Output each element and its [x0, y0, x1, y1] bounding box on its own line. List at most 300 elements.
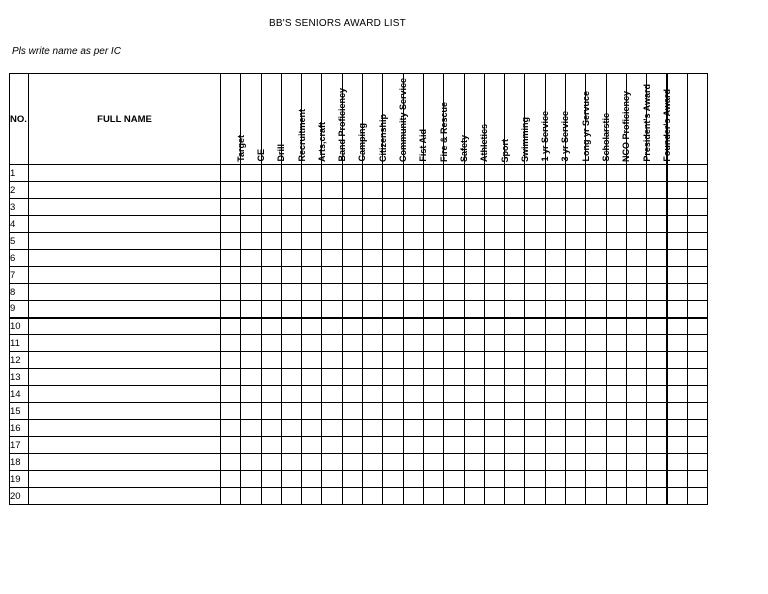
award-cell[interactable]: [464, 318, 484, 335]
award-cell[interactable]: [566, 352, 586, 369]
award-cell[interactable]: [342, 199, 362, 216]
award-cell[interactable]: [505, 369, 525, 386]
award-cell[interactable]: [383, 352, 403, 369]
award-cell[interactable]: [606, 182, 626, 199]
award-cell[interactable]: [484, 199, 504, 216]
full-name-cell[interactable]: [29, 403, 221, 420]
award-cell[interactable]: [606, 216, 626, 233]
award-cell[interactable]: [383, 250, 403, 267]
award-cell[interactable]: [566, 318, 586, 335]
award-cell[interactable]: [484, 233, 504, 250]
award-cell[interactable]: [423, 454, 443, 471]
award-cell[interactable]: [626, 403, 646, 420]
award-cell[interactable]: [586, 301, 606, 318]
award-cell[interactable]: [444, 369, 464, 386]
award-cell[interactable]: [606, 488, 626, 505]
award-cell[interactable]: [281, 182, 301, 199]
award-cell[interactable]: [505, 335, 525, 352]
award-cell[interactable]: [281, 403, 301, 420]
award-cell[interactable]: [505, 301, 525, 318]
award-cell[interactable]: [545, 369, 565, 386]
award-cell[interactable]: [566, 335, 586, 352]
award-cell[interactable]: [484, 386, 504, 403]
award-cell[interactable]: [363, 352, 383, 369]
full-name-cell[interactable]: [29, 437, 221, 454]
award-cell[interactable]: [484, 301, 504, 318]
award-cell[interactable]: [322, 250, 342, 267]
award-cell[interactable]: [363, 284, 383, 301]
award-cell[interactable]: [281, 352, 301, 369]
award-cell[interactable]: [647, 199, 667, 216]
award-cell[interactable]: [545, 216, 565, 233]
award-cell[interactable]: [667, 165, 687, 182]
award-cell[interactable]: [464, 233, 484, 250]
award-cell[interactable]: [667, 454, 687, 471]
award-cell[interactable]: [525, 420, 545, 437]
award-cell[interactable]: [566, 267, 586, 284]
award-cell[interactable]: [484, 454, 504, 471]
award-cell[interactable]: [566, 216, 586, 233]
award-cell[interactable]: [342, 420, 362, 437]
award-cell[interactable]: [403, 318, 423, 335]
award-cell[interactable]: [342, 250, 362, 267]
award-cell[interactable]: [505, 284, 525, 301]
award-cell[interactable]: [221, 386, 241, 403]
award-cell[interactable]: [363, 420, 383, 437]
award-cell[interactable]: [545, 165, 565, 182]
award-cell[interactable]: [342, 216, 362, 233]
award-cell[interactable]: [261, 335, 281, 352]
award-cell[interactable]: [667, 369, 687, 386]
award-cell[interactable]: [221, 267, 241, 284]
award-cell[interactable]: [444, 284, 464, 301]
award-cell[interactable]: [464, 182, 484, 199]
award-cell[interactable]: [647, 335, 667, 352]
award-cell[interactable]: [444, 386, 464, 403]
award-cell[interactable]: [281, 420, 301, 437]
award-cell[interactable]: [342, 318, 362, 335]
award-cell[interactable]: [525, 318, 545, 335]
award-cell[interactable]: [525, 284, 545, 301]
award-cell[interactable]: [221, 403, 241, 420]
award-cell[interactable]: [302, 250, 322, 267]
award-cell[interactable]: [444, 352, 464, 369]
award-cell[interactable]: [444, 420, 464, 437]
award-cell[interactable]: [423, 301, 443, 318]
award-cell[interactable]: [423, 403, 443, 420]
award-cell[interactable]: [322, 165, 342, 182]
award-cell[interactable]: [545, 420, 565, 437]
award-cell[interactable]: [302, 165, 322, 182]
award-cell[interactable]: [545, 182, 565, 199]
award-cell[interactable]: [261, 437, 281, 454]
award-cell[interactable]: [667, 250, 687, 267]
award-cell[interactable]: [444, 488, 464, 505]
award-cell[interactable]: [647, 420, 667, 437]
award-cell[interactable]: [626, 420, 646, 437]
award-cell[interactable]: [525, 386, 545, 403]
award-cell[interactable]: [626, 182, 646, 199]
award-cell[interactable]: [221, 199, 241, 216]
award-cell[interactable]: [281, 165, 301, 182]
award-cell[interactable]: [606, 335, 626, 352]
award-cell[interactable]: [606, 250, 626, 267]
award-cell[interactable]: [383, 369, 403, 386]
award-cell[interactable]: [687, 284, 707, 301]
award-cell[interactable]: [423, 471, 443, 488]
award-cell[interactable]: [383, 182, 403, 199]
award-cell[interactable]: [505, 437, 525, 454]
award-cell[interactable]: [687, 471, 707, 488]
award-cell[interactable]: [241, 488, 261, 505]
award-cell[interactable]: [221, 182, 241, 199]
award-cell[interactable]: [606, 199, 626, 216]
award-cell[interactable]: [342, 454, 362, 471]
award-cell[interactable]: [586, 267, 606, 284]
award-cell[interactable]: [484, 250, 504, 267]
award-cell[interactable]: [647, 386, 667, 403]
award-cell[interactable]: [241, 335, 261, 352]
award-cell[interactable]: [647, 250, 667, 267]
award-cell[interactable]: [322, 233, 342, 250]
award-cell[interactable]: [221, 233, 241, 250]
award-cell[interactable]: [221, 471, 241, 488]
award-cell[interactable]: [484, 403, 504, 420]
award-cell[interactable]: [566, 182, 586, 199]
award-cell[interactable]: [322, 216, 342, 233]
award-cell[interactable]: [261, 403, 281, 420]
award-cell[interactable]: [363, 301, 383, 318]
award-cell[interactable]: [322, 301, 342, 318]
award-cell[interactable]: [505, 386, 525, 403]
award-cell[interactable]: [302, 488, 322, 505]
award-cell[interactable]: [363, 318, 383, 335]
award-cell[interactable]: [322, 318, 342, 335]
award-cell[interactable]: [281, 199, 301, 216]
award-cell[interactable]: [241, 284, 261, 301]
award-cell[interactable]: [322, 199, 342, 216]
award-cell[interactable]: [342, 233, 362, 250]
award-cell[interactable]: [525, 335, 545, 352]
award-cell[interactable]: [586, 284, 606, 301]
award-cell[interactable]: [281, 318, 301, 335]
award-cell[interactable]: [302, 182, 322, 199]
award-cell[interactable]: [363, 369, 383, 386]
award-cell[interactable]: [221, 420, 241, 437]
award-cell[interactable]: [363, 335, 383, 352]
award-cell[interactable]: [281, 386, 301, 403]
award-cell[interactable]: [221, 250, 241, 267]
award-cell[interactable]: [606, 267, 626, 284]
award-cell[interactable]: [423, 437, 443, 454]
award-cell[interactable]: [302, 267, 322, 284]
award-cell[interactable]: [444, 318, 464, 335]
award-cell[interactable]: [383, 335, 403, 352]
award-cell[interactable]: [586, 454, 606, 471]
award-cell[interactable]: [464, 369, 484, 386]
award-cell[interactable]: [566, 471, 586, 488]
award-cell[interactable]: [667, 301, 687, 318]
award-cell[interactable]: [586, 352, 606, 369]
award-cell[interactable]: [505, 233, 525, 250]
award-cell[interactable]: [423, 386, 443, 403]
award-cell[interactable]: [505, 165, 525, 182]
award-cell[interactable]: [241, 437, 261, 454]
award-cell[interactable]: [626, 318, 646, 335]
award-cell[interactable]: [221, 454, 241, 471]
award-cell[interactable]: [545, 233, 565, 250]
award-cell[interactable]: [281, 369, 301, 386]
award-cell[interactable]: [586, 318, 606, 335]
award-cell[interactable]: [505, 267, 525, 284]
award-cell[interactable]: [281, 284, 301, 301]
full-name-cell[interactable]: [29, 335, 221, 352]
award-cell[interactable]: [241, 233, 261, 250]
award-cell[interactable]: [586, 488, 606, 505]
award-cell[interactable]: [626, 454, 646, 471]
award-cell[interactable]: [423, 250, 443, 267]
award-cell[interactable]: [363, 233, 383, 250]
award-cell[interactable]: [687, 250, 707, 267]
award-cell[interactable]: [322, 403, 342, 420]
award-cell[interactable]: [687, 335, 707, 352]
award-cell[interactable]: [647, 165, 667, 182]
award-cell[interactable]: [505, 352, 525, 369]
award-cell[interactable]: [606, 386, 626, 403]
award-cell[interactable]: [444, 437, 464, 454]
full-name-cell[interactable]: [29, 352, 221, 369]
award-cell[interactable]: [626, 216, 646, 233]
award-cell[interactable]: [667, 216, 687, 233]
award-cell[interactable]: [363, 216, 383, 233]
award-cell[interactable]: [383, 454, 403, 471]
award-cell[interactable]: [261, 182, 281, 199]
award-cell[interactable]: [444, 233, 464, 250]
award-cell[interactable]: [687, 386, 707, 403]
award-cell[interactable]: [484, 488, 504, 505]
award-cell[interactable]: [667, 267, 687, 284]
award-cell[interactable]: [444, 301, 464, 318]
award-cell[interactable]: [667, 284, 687, 301]
award-cell[interactable]: [342, 386, 362, 403]
award-cell[interactable]: [281, 488, 301, 505]
award-cell[interactable]: [261, 301, 281, 318]
award-cell[interactable]: [221, 335, 241, 352]
award-cell[interactable]: [322, 488, 342, 505]
award-cell[interactable]: [423, 420, 443, 437]
award-cell[interactable]: [687, 318, 707, 335]
award-cell[interactable]: [626, 335, 646, 352]
award-cell[interactable]: [525, 437, 545, 454]
award-cell[interactable]: [403, 386, 423, 403]
award-cell[interactable]: [626, 352, 646, 369]
award-cell[interactable]: [505, 318, 525, 335]
full-name-cell[interactable]: [29, 267, 221, 284]
full-name-cell[interactable]: [29, 250, 221, 267]
award-cell[interactable]: [342, 335, 362, 352]
award-cell[interactable]: [586, 250, 606, 267]
award-cell[interactable]: [383, 284, 403, 301]
award-cell[interactable]: [647, 301, 667, 318]
award-cell[interactable]: [525, 233, 545, 250]
full-name-cell[interactable]: [29, 488, 221, 505]
award-cell[interactable]: [423, 182, 443, 199]
award-cell[interactable]: [281, 454, 301, 471]
award-cell[interactable]: [525, 454, 545, 471]
award-cell[interactable]: [505, 182, 525, 199]
award-cell[interactable]: [647, 454, 667, 471]
award-cell[interactable]: [667, 420, 687, 437]
award-cell[interactable]: [241, 386, 261, 403]
award-cell[interactable]: [525, 250, 545, 267]
award-cell[interactable]: [221, 369, 241, 386]
award-cell[interactable]: [383, 301, 403, 318]
award-cell[interactable]: [261, 284, 281, 301]
award-cell[interactable]: [586, 420, 606, 437]
award-cell[interactable]: [525, 471, 545, 488]
award-cell[interactable]: [464, 335, 484, 352]
award-cell[interactable]: [647, 284, 667, 301]
award-cell[interactable]: [626, 301, 646, 318]
award-cell[interactable]: [566, 284, 586, 301]
award-cell[interactable]: [363, 488, 383, 505]
award-cell[interactable]: [606, 437, 626, 454]
award-cell[interactable]: [464, 386, 484, 403]
award-cell[interactable]: [342, 182, 362, 199]
award-cell[interactable]: [484, 182, 504, 199]
award-cell[interactable]: [687, 199, 707, 216]
award-cell[interactable]: [566, 403, 586, 420]
award-cell[interactable]: [221, 437, 241, 454]
award-cell[interactable]: [221, 352, 241, 369]
award-cell[interactable]: [545, 386, 565, 403]
award-cell[interactable]: [281, 335, 301, 352]
award-cell[interactable]: [647, 352, 667, 369]
award-cell[interactable]: [383, 471, 403, 488]
award-cell[interactable]: [322, 420, 342, 437]
award-cell[interactable]: [687, 233, 707, 250]
award-cell[interactable]: [281, 267, 301, 284]
award-cell[interactable]: [261, 250, 281, 267]
award-cell[interactable]: [647, 216, 667, 233]
award-cell[interactable]: [545, 284, 565, 301]
award-cell[interactable]: [423, 199, 443, 216]
award-cell[interactable]: [261, 216, 281, 233]
award-cell[interactable]: [281, 437, 301, 454]
award-cell[interactable]: [566, 233, 586, 250]
award-cell[interactable]: [687, 267, 707, 284]
award-cell[interactable]: [464, 301, 484, 318]
award-cell[interactable]: [464, 420, 484, 437]
award-cell[interactable]: [667, 437, 687, 454]
award-cell[interactable]: [423, 488, 443, 505]
award-cell[interactable]: [281, 301, 301, 318]
award-cell[interactable]: [464, 267, 484, 284]
award-cell[interactable]: [221, 216, 241, 233]
award-cell[interactable]: [383, 386, 403, 403]
award-cell[interactable]: [444, 250, 464, 267]
award-cell[interactable]: [302, 301, 322, 318]
award-cell[interactable]: [342, 165, 362, 182]
award-cell[interactable]: [241, 165, 261, 182]
award-cell[interactable]: [586, 437, 606, 454]
award-cell[interactable]: [464, 284, 484, 301]
award-cell[interactable]: [363, 403, 383, 420]
award-cell[interactable]: [302, 284, 322, 301]
award-cell[interactable]: [647, 182, 667, 199]
award-cell[interactable]: [302, 233, 322, 250]
award-cell[interactable]: [403, 199, 423, 216]
award-cell[interactable]: [626, 284, 646, 301]
award-cell[interactable]: [525, 301, 545, 318]
award-cell[interactable]: [241, 318, 261, 335]
award-cell[interactable]: [322, 437, 342, 454]
award-cell[interactable]: [261, 471, 281, 488]
award-cell[interactable]: [241, 471, 261, 488]
award-cell[interactable]: [647, 437, 667, 454]
award-cell[interactable]: [586, 471, 606, 488]
award-cell[interactable]: [322, 182, 342, 199]
award-cell[interactable]: [444, 216, 464, 233]
award-cell[interactable]: [261, 488, 281, 505]
award-cell[interactable]: [545, 250, 565, 267]
award-cell[interactable]: [342, 284, 362, 301]
award-cell[interactable]: [241, 267, 261, 284]
award-cell[interactable]: [241, 454, 261, 471]
award-cell[interactable]: [342, 352, 362, 369]
award-cell[interactable]: [484, 369, 504, 386]
award-cell[interactable]: [464, 437, 484, 454]
award-cell[interactable]: [403, 216, 423, 233]
full-name-cell[interactable]: [29, 165, 221, 182]
award-cell[interactable]: [342, 471, 362, 488]
award-cell[interactable]: [545, 335, 565, 352]
award-cell[interactable]: [484, 216, 504, 233]
award-cell[interactable]: [363, 182, 383, 199]
award-cell[interactable]: [566, 369, 586, 386]
award-cell[interactable]: [566, 165, 586, 182]
full-name-cell[interactable]: [29, 318, 221, 335]
award-cell[interactable]: [261, 369, 281, 386]
award-cell[interactable]: [464, 216, 484, 233]
award-cell[interactable]: [525, 182, 545, 199]
award-cell[interactable]: [525, 165, 545, 182]
award-cell[interactable]: [403, 437, 423, 454]
award-cell[interactable]: [545, 488, 565, 505]
award-cell[interactable]: [464, 471, 484, 488]
award-cell[interactable]: [647, 318, 667, 335]
award-cell[interactable]: [586, 182, 606, 199]
award-cell[interactable]: [606, 471, 626, 488]
award-cell[interactable]: [626, 488, 646, 505]
award-cell[interactable]: [342, 267, 362, 284]
award-cell[interactable]: [545, 454, 565, 471]
award-cell[interactable]: [383, 267, 403, 284]
award-cell[interactable]: [383, 420, 403, 437]
award-cell[interactable]: [687, 352, 707, 369]
award-cell[interactable]: [302, 420, 322, 437]
award-cell[interactable]: [403, 250, 423, 267]
award-cell[interactable]: [423, 267, 443, 284]
award-cell[interactable]: [444, 199, 464, 216]
full-name-cell[interactable]: [29, 454, 221, 471]
award-cell[interactable]: [545, 403, 565, 420]
award-cell[interactable]: [667, 471, 687, 488]
award-cell[interactable]: [322, 284, 342, 301]
award-cell[interactable]: [302, 369, 322, 386]
award-cell[interactable]: [505, 454, 525, 471]
award-cell[interactable]: [606, 301, 626, 318]
